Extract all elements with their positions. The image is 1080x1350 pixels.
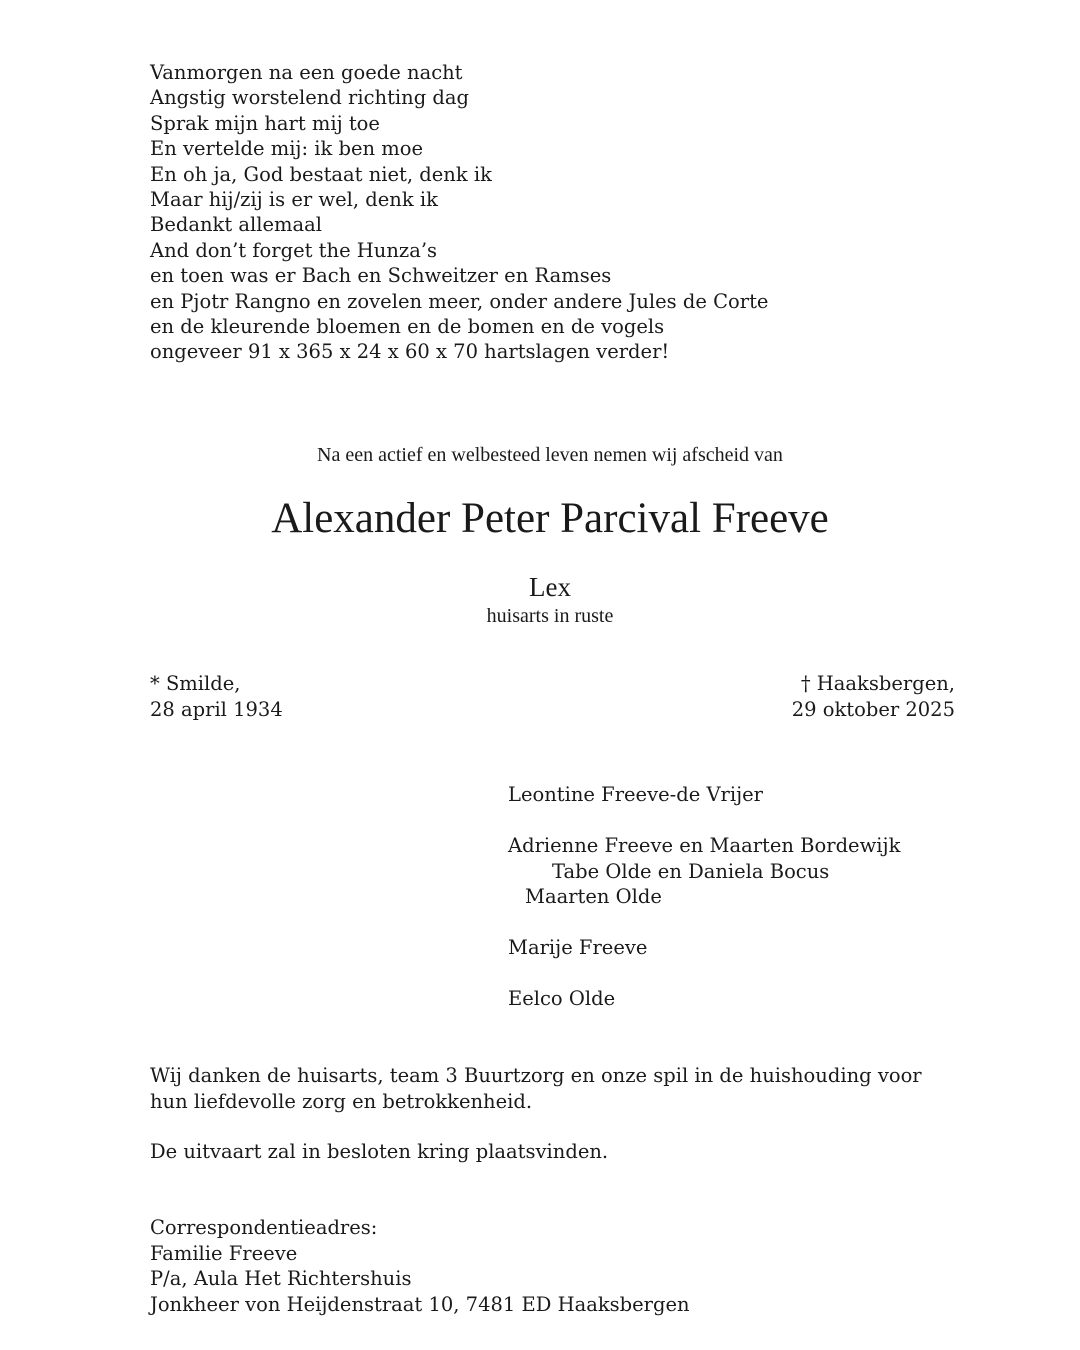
- birth-place: * Smilde,: [150, 672, 241, 695]
- family-list: [508, 782, 900, 1012]
- poem-line: And don’t forget the Hunza’s: [150, 238, 438, 262]
- correspondence-address: [150, 1215, 690, 1317]
- family-member: Maarten Olde: [525, 885, 662, 908]
- deceased-full-name: Alexander Peter Parcival Freeve: [271, 495, 829, 542]
- poem-line: Bedankt allemaal: [150, 213, 323, 237]
- thanks-paragraph: Wij danken de huisarts, team 3 Buurtzorg en onze spil in de huishouding voor hun liefdevolle zorg en betrokkenheid.: [150, 1064, 922, 1113]
- death-info: [792, 671, 955, 722]
- family-group: [508, 782, 900, 808]
- poem-line: En vertelde mij: ik ben moe: [150, 137, 424, 161]
- family-group: [508, 935, 900, 961]
- birth-date: 28 april 1934: [150, 697, 283, 721]
- poem: [150, 60, 768, 365]
- poem-line: Maar hij/zij is er wel, denk ik: [150, 188, 438, 212]
- poem-line: Angstig worstelend richting dag: [150, 86, 469, 110]
- address-line: Jonkheer von Heijdenstraat 10, 7481 ED Haaksbergen: [150, 1292, 690, 1316]
- poem-line: ongeveer 91 x 365 x 24 x 60 x 70 hartslagen verder!: [150, 340, 670, 364]
- family-group: [508, 986, 900, 1012]
- poem-line: en toen was er Bach en Schweitzer en Ramses: [150, 264, 612, 288]
- family-group: [508, 833, 900, 910]
- funeral-notice: De uitvaart zal in besloten kring plaatsvinden.: [150, 1140, 609, 1163]
- poem-line: En oh ja, God bestaat niet, denk ik: [150, 162, 492, 186]
- family-member: Tabe Olde en Daniela Bocus: [552, 859, 830, 883]
- family-member: Eelco Olde: [508, 987, 616, 1010]
- address-line: P/a, Aula Het Richtershuis: [150, 1267, 412, 1290]
- poem-line: Sprak mijn hart mij toe: [150, 111, 380, 135]
- announcement-intro: Na een actief en welbesteed leven nemen wij afscheid van: [317, 444, 783, 466]
- death-place: † Haaksbergen,: [800, 672, 955, 695]
- family-member: Leontine Freeve-de Vrijer: [508, 783, 764, 806]
- deceased-profession: huisarts in ruste: [486, 605, 614, 627]
- poem-line: en Pjotr Rangno en zovelen meer, onder andere Jules de Corte: [150, 289, 769, 313]
- deceased-nickname: Lex: [529, 572, 571, 602]
- family-member: Marije Freeve: [508, 936, 648, 959]
- poem-line: en de kleurende bloemen en de bomen en de vogels: [150, 315, 665, 339]
- poem-line: Vanmorgen na een goede nacht: [150, 61, 463, 84]
- family-member: Adrienne Freeve en Maarten Bordewijk: [508, 834, 901, 857]
- address-line: Familie Freeve: [150, 1241, 298, 1265]
- birth-info: [150, 671, 283, 722]
- death-date: 29 oktober 2025: [791, 697, 955, 721]
- address-label: Correspondentieadres:: [150, 1216, 378, 1239]
